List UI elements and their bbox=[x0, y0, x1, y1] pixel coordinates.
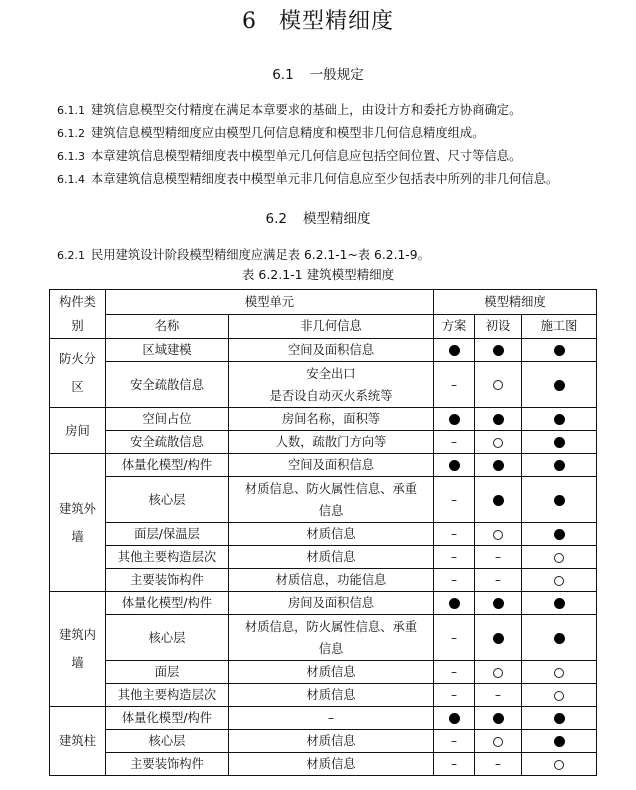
non-geo-info-line: – bbox=[327, 711, 335, 725]
header-category-line: 别 bbox=[71, 319, 84, 333]
precision-cell bbox=[475, 454, 522, 477]
clause-text: 民用建筑设计阶段模型精细度应满足表 6.2.1-1~表 6.2.1-9。 bbox=[91, 248, 430, 262]
non-geo-info-line: 材质信息 bbox=[306, 734, 356, 748]
non-geo-info-cell bbox=[229, 615, 434, 661]
filled-circle-icon bbox=[493, 633, 504, 644]
category-label: 建筑内 bbox=[59, 628, 96, 642]
section-number: 6.1 bbox=[272, 67, 294, 83]
non-geo-info-line: 是否设自动灭火系统等 bbox=[269, 388, 393, 403]
non-geo-info-line: 材质信息，防火属性信息、承重 bbox=[244, 619, 418, 634]
category-label: 建筑柱 bbox=[59, 734, 96, 748]
category-label: 墙 bbox=[71, 529, 84, 544]
hollow-circle-icon bbox=[554, 668, 564, 678]
unit-name-cell: 体量化模型/构件 bbox=[106, 592, 229, 615]
precision-cell bbox=[522, 615, 597, 661]
clause-6-2-1 bbox=[57, 245, 430, 263]
filled-circle-icon bbox=[554, 529, 565, 540]
category-label: 墙 bbox=[71, 656, 84, 670]
non-geo-info-line: 空间及面积信息 bbox=[287, 343, 375, 357]
unit-name-cell: 安全疏散信息 bbox=[106, 431, 229, 454]
precision-cell bbox=[434, 431, 475, 454]
hollow-circle-icon bbox=[493, 737, 503, 747]
clause-6-1-4 bbox=[57, 169, 558, 187]
filled-circle-icon bbox=[449, 460, 460, 471]
unit-name-cell: 区域建模 bbox=[106, 339, 229, 362]
unit-name-cell: 其他主要构造层次 bbox=[106, 546, 229, 569]
dash-icon: – bbox=[495, 573, 502, 587]
precision-cell bbox=[434, 684, 475, 707]
non-geo-info-line: 信息 bbox=[318, 503, 344, 518]
section-title-text: 一般规定 bbox=[309, 67, 364, 83]
filled-circle-icon bbox=[493, 345, 504, 356]
dash-icon: – bbox=[451, 665, 458, 679]
hollow-circle-icon bbox=[493, 530, 503, 540]
table-row bbox=[50, 615, 597, 661]
clause-text: 本章建筑信息模型精细度表中模型单元几何信息应包括空间位置、尺寸等信息。 bbox=[91, 149, 522, 163]
header-stage-construction: 施工图 bbox=[522, 314, 597, 339]
non-geo-info-cell bbox=[229, 362, 434, 408]
precision-cell bbox=[475, 408, 522, 431]
dash-icon: – bbox=[451, 435, 458, 449]
precision-cell bbox=[522, 362, 597, 408]
precision-cell bbox=[522, 569, 597, 592]
dash-icon: – bbox=[451, 573, 458, 587]
table-body bbox=[50, 339, 597, 776]
filled-circle-icon bbox=[493, 713, 504, 724]
non-geo-info-line: 安全出口 bbox=[306, 366, 356, 381]
precision-cell bbox=[434, 730, 475, 753]
header-model-unit: 模型单元 bbox=[106, 290, 434, 315]
precision-cell bbox=[434, 753, 475, 776]
non-geo-info-cell bbox=[229, 431, 434, 454]
filled-circle-icon bbox=[493, 598, 504, 609]
non-geo-info-cell bbox=[229, 523, 434, 546]
section-title-6-2 bbox=[0, 207, 636, 227]
section-title-6-1 bbox=[0, 63, 636, 83]
dash-icon: – bbox=[451, 377, 458, 392]
precision-cell bbox=[522, 523, 597, 546]
precision-cell bbox=[434, 615, 475, 661]
category-label: 区 bbox=[71, 380, 84, 394]
non-geo-info-cell bbox=[229, 661, 434, 684]
table-row bbox=[50, 592, 597, 615]
precision-cell bbox=[522, 431, 597, 454]
header-row-2 bbox=[50, 314, 597, 339]
chapter-number: 6 bbox=[241, 9, 257, 34]
category-cell bbox=[50, 454, 106, 592]
filled-circle-icon bbox=[554, 460, 565, 471]
header-non-geo: 非几何信息 bbox=[229, 314, 434, 339]
clause-6-1-3 bbox=[57, 146, 521, 164]
header-precision: 模型精细度 bbox=[434, 290, 597, 315]
precision-cell bbox=[475, 477, 522, 523]
clause-number: 6.1.2 bbox=[57, 127, 85, 140]
precision-cell bbox=[475, 753, 522, 776]
dash-icon: – bbox=[495, 757, 502, 771]
unit-name-cell: 核心层 bbox=[106, 477, 229, 523]
category-label: 防火分 bbox=[59, 352, 96, 366]
non-geo-info-line: 房间及面积信息 bbox=[287, 596, 375, 610]
unit-name-cell: 空间占位 bbox=[106, 408, 229, 431]
non-geo-info-cell bbox=[229, 753, 434, 776]
precision-cell bbox=[475, 684, 522, 707]
table-row bbox=[50, 339, 597, 362]
unit-name-cell: 其他主要构造层次 bbox=[106, 684, 229, 707]
precision-cell bbox=[475, 569, 522, 592]
unit-name-cell: 体量化模型/构件 bbox=[106, 707, 229, 730]
category-cell bbox=[50, 707, 106, 776]
table-row bbox=[50, 569, 597, 592]
precision-cell bbox=[475, 707, 522, 730]
unit-name-cell: 核心层 bbox=[106, 615, 229, 661]
non-geo-info-line: 材质信息 bbox=[306, 757, 356, 771]
precision-cell bbox=[475, 339, 522, 362]
category-cell bbox=[50, 408, 106, 454]
dash-icon: – bbox=[451, 757, 458, 771]
clause-number: 6.1.4 bbox=[57, 173, 85, 186]
filled-circle-icon bbox=[554, 736, 565, 747]
section-title-text: 模型精细度 bbox=[302, 211, 371, 227]
header-category-line: 构件类 bbox=[59, 295, 96, 309]
precision-cell bbox=[522, 339, 597, 362]
precision-cell bbox=[434, 362, 475, 408]
unit-name-cell: 面层/保温层 bbox=[106, 523, 229, 546]
precision-cell bbox=[475, 546, 522, 569]
precision-cell bbox=[522, 454, 597, 477]
filled-circle-icon bbox=[493, 495, 504, 506]
clause-text: 建筑信息模型交付精度在满足本章要求的基础上，由设计方和委托方协商确定。 bbox=[91, 103, 522, 117]
hollow-circle-icon bbox=[554, 691, 564, 701]
clause-6-1-1 bbox=[57, 100, 521, 118]
filled-circle-icon bbox=[449, 598, 460, 609]
table-row bbox=[50, 362, 597, 408]
table-row bbox=[50, 546, 597, 569]
table-row bbox=[50, 753, 597, 776]
non-geo-info-cell bbox=[229, 546, 434, 569]
non-geo-info-cell bbox=[229, 592, 434, 615]
precision-cell bbox=[522, 408, 597, 431]
table-row bbox=[50, 523, 597, 546]
unit-name-cell: 安全疏散信息 bbox=[106, 362, 229, 408]
unit-name-cell: 核心层 bbox=[106, 730, 229, 753]
non-geo-info-line: 空间及面积信息 bbox=[287, 458, 375, 472]
header-row-1 bbox=[50, 290, 597, 315]
filled-circle-icon bbox=[554, 345, 565, 356]
hollow-circle-icon bbox=[493, 438, 503, 448]
non-geo-info-cell bbox=[229, 477, 434, 523]
unit-name-cell: 主要装饰构件 bbox=[106, 753, 229, 776]
precision-cell bbox=[475, 615, 522, 661]
header-stage-preliminary: 初设 bbox=[475, 314, 522, 339]
precision-cell bbox=[522, 661, 597, 684]
unit-name-cell: 体量化模型/构件 bbox=[106, 454, 229, 477]
precision-cell bbox=[434, 592, 475, 615]
precision-cell bbox=[475, 730, 522, 753]
hollow-circle-icon bbox=[554, 553, 564, 563]
non-geo-info-line: 材质信息 bbox=[306, 688, 356, 702]
precision-cell bbox=[522, 477, 597, 523]
clause-text: 本章建筑信息模型精细度表中模型单元非几何信息应至少包括表中所列的非几何信息。 bbox=[91, 172, 559, 186]
dash-icon: – bbox=[451, 734, 458, 748]
filled-circle-icon bbox=[554, 495, 565, 506]
section-number: 6.2 bbox=[265, 211, 287, 227]
non-geo-info-cell bbox=[229, 684, 434, 707]
non-geo-info-line: 房间名称，面积等 bbox=[281, 412, 381, 426]
unit-name-cell: 面层 bbox=[106, 661, 229, 684]
clause-6-1-2 bbox=[57, 123, 485, 141]
filled-circle-icon bbox=[449, 713, 460, 724]
filled-circle-icon bbox=[554, 713, 565, 724]
table-row bbox=[50, 477, 597, 523]
filled-circle-icon bbox=[493, 414, 504, 425]
non-geo-info-cell bbox=[229, 339, 434, 362]
precision-cell bbox=[475, 362, 522, 408]
precision-cell bbox=[475, 592, 522, 615]
precision-cell bbox=[434, 661, 475, 684]
dash-icon: – bbox=[495, 550, 502, 564]
hollow-circle-icon bbox=[493, 380, 503, 390]
non-geo-info-cell bbox=[229, 730, 434, 753]
non-geo-info-cell bbox=[229, 707, 434, 730]
precision-cell bbox=[434, 707, 475, 730]
precision-cell bbox=[522, 684, 597, 707]
filled-circle-icon bbox=[493, 460, 504, 471]
filled-circle-icon bbox=[554, 437, 565, 448]
precision-cell bbox=[522, 730, 597, 753]
table-row bbox=[50, 454, 597, 477]
dash-icon: – bbox=[451, 527, 458, 541]
table-row bbox=[50, 684, 597, 707]
non-geo-info-line: 材质信息 bbox=[306, 665, 356, 679]
table-caption: 表 6.2.1-1 建筑模型精细度 bbox=[241, 267, 395, 282]
precision-cell bbox=[434, 569, 475, 592]
precision-cell bbox=[522, 546, 597, 569]
filled-circle-icon bbox=[554, 414, 565, 425]
filled-circle-icon bbox=[554, 633, 565, 644]
precision-cell bbox=[522, 707, 597, 730]
dash-icon: – bbox=[495, 688, 502, 702]
clause-number: 6.1.1 bbox=[57, 104, 85, 117]
hollow-circle-icon bbox=[493, 668, 503, 678]
non-geo-info-line: 材质信息、防火属性信息、承重 bbox=[244, 481, 418, 496]
non-geo-info-cell bbox=[229, 454, 434, 477]
precision-cell bbox=[522, 592, 597, 615]
precision-cell bbox=[434, 408, 475, 431]
non-geo-info-line: 材质信息，功能信息 bbox=[275, 573, 387, 587]
unit-name-cell: 主要装饰构件 bbox=[106, 569, 229, 592]
dash-icon: – bbox=[451, 492, 458, 507]
chapter-title-text: 模型精细度 bbox=[278, 9, 394, 34]
dash-icon: – bbox=[451, 688, 458, 702]
clause-number: 6.1.3 bbox=[57, 150, 85, 163]
dash-icon: – bbox=[451, 630, 458, 645]
hollow-circle-icon bbox=[554, 576, 564, 586]
precision-cell bbox=[475, 431, 522, 454]
table-row bbox=[50, 431, 597, 454]
non-geo-info-cell bbox=[229, 569, 434, 592]
clause-number: 6.2.1 bbox=[57, 249, 85, 262]
precision-cell bbox=[434, 454, 475, 477]
chapter-title bbox=[0, 4, 636, 35]
non-geo-info-line: 人数，疏散门方向等 bbox=[275, 435, 387, 449]
dash-icon: – bbox=[451, 550, 458, 564]
category-label: 房间 bbox=[65, 423, 90, 438]
precision-cell bbox=[434, 339, 475, 362]
filled-circle-icon bbox=[449, 345, 460, 356]
precision-cell bbox=[434, 523, 475, 546]
precision-cell bbox=[475, 661, 522, 684]
filled-circle-icon bbox=[554, 598, 565, 609]
category-label: 建筑外 bbox=[59, 501, 96, 516]
category-cell bbox=[50, 592, 106, 707]
filled-circle-icon bbox=[554, 380, 565, 391]
filled-circle-icon bbox=[449, 414, 460, 425]
header-category bbox=[50, 290, 106, 339]
table-row bbox=[50, 661, 597, 684]
precision-cell bbox=[434, 546, 475, 569]
table-row bbox=[50, 408, 597, 431]
hollow-circle-icon bbox=[554, 760, 564, 770]
header-name: 名称 bbox=[106, 314, 229, 339]
precision-cell bbox=[475, 523, 522, 546]
non-geo-info-line: 材质信息 bbox=[306, 527, 356, 541]
precision-cell bbox=[434, 477, 475, 523]
header-stage-scheme: 方案 bbox=[434, 314, 475, 339]
non-geo-info-line: 材质信息 bbox=[306, 550, 356, 564]
table-row bbox=[50, 730, 597, 753]
non-geo-info-line: 信息 bbox=[318, 641, 344, 656]
clause-text: 建筑信息模型精细度应由模型几何信息精度和模型非几何信息精度组成。 bbox=[91, 126, 485, 140]
table-row bbox=[50, 707, 597, 730]
category-cell bbox=[50, 339, 106, 408]
non-geo-info-cell bbox=[229, 408, 434, 431]
precision-table bbox=[49, 289, 597, 776]
precision-cell bbox=[522, 753, 597, 776]
